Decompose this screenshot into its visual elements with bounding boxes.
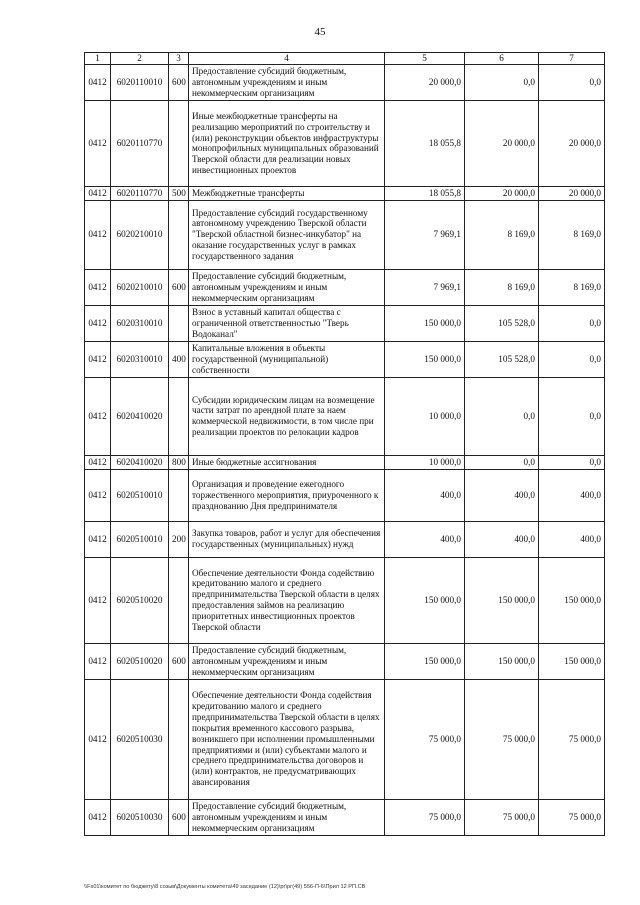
target-article-cell: 6020410020 [111, 377, 169, 455]
amount-col7-cell: 150 000,0 [539, 557, 605, 643]
description-cell: Обеспечение деятельности Фонда содействия кредитованию малого и среднего предпринимательства Тверской области в целях покрытия временного кассового разрыва, возникшего при исполнении промышленными предприятиями и (или) субъектами малого и среднего предпринимательства договоров и (или) контрактов, не предусматривающих авансирования [189, 679, 385, 799]
amount-col6-cell: 0,0 [465, 455, 539, 469]
description-cell: Иные межбюджетные трансферты на реализацию мероприятий по строительству и (или) реконструкции объектов инфраструктуры монопрофильных муниципальных образований Тверской области для реализации новых инвестиционных проектов [189, 100, 385, 186]
amount-col7-cell: 400,0 [539, 469, 605, 521]
amount-col5-cell: 150 000,0 [385, 341, 465, 377]
table-row [85, 643, 605, 679]
expense-type-cell: 400 [169, 341, 189, 377]
target-article-cell: 6020310010 [111, 341, 169, 377]
amount-col6-cell: 75 000,0 [465, 799, 539, 835]
section-code-cell: 0412 [85, 377, 111, 455]
expense-type-cell [169, 100, 189, 186]
target-article-cell: 6020110770 [111, 100, 169, 186]
expense-type-cell [169, 305, 189, 341]
amount-col6-cell: 0,0 [465, 64, 539, 100]
amount-col7-cell: 20 000,0 [539, 100, 605, 186]
amount-col7-cell: 0,0 [539, 455, 605, 469]
description-cell: Субсидии юридическим лицам на возмещение части затрат по арендной плате за наем коммерческой недвижимости, в том числе при реализации проектов по релокации кадров [189, 377, 385, 455]
description-cell: Предоставление субсидий бюджетным, автономным учреждениям и иным некоммерческим организациям [189, 269, 385, 305]
amount-col7-cell: 8 169,0 [539, 200, 605, 269]
amount-col5-cell: 75 000,0 [385, 799, 465, 835]
amount-col6-cell: 8 169,0 [465, 269, 539, 305]
description-cell: Взнос в уставный капитал общества с ограниченной ответственностью "Тверь Водоканал" [189, 305, 385, 341]
section-code-cell: 0412 [85, 643, 111, 679]
column-header: 7 [539, 53, 605, 65]
section-code-cell: 0412 [85, 269, 111, 305]
amount-col7-cell: 8 169,0 [539, 269, 605, 305]
table-row [85, 557, 605, 643]
table-row [85, 799, 605, 835]
expense-type-cell [169, 679, 189, 799]
amount-col6-cell: 150 000,0 [465, 643, 539, 679]
amount-col5-cell: 400,0 [385, 521, 465, 557]
amount-col5-cell: 150 000,0 [385, 643, 465, 679]
section-code-cell: 0412 [85, 799, 111, 835]
amount-col6-cell: 20 000,0 [465, 186, 539, 200]
expense-type-cell [169, 377, 189, 455]
amount-col6-cell: 8 169,0 [465, 200, 539, 269]
table-row [85, 269, 605, 305]
target-article-cell: 6020310010 [111, 305, 169, 341]
table-row [85, 64, 605, 100]
table-row [85, 305, 605, 341]
section-code-cell: 0412 [85, 341, 111, 377]
target-article-cell: 6020110770 [111, 186, 169, 200]
amount-col6-cell: 105 528,0 [465, 341, 539, 377]
budget-table [84, 52, 605, 836]
expense-type-cell: 600 [169, 64, 189, 100]
amount-col6-cell: 150 000,0 [465, 557, 539, 643]
description-cell: Предоставление субсидий государственному автономному учреждению Тверской области "Тверской областной бизнес-инкубатор" на оказание государственных услуг в рамках государственного задания [189, 200, 385, 269]
amount-col5-cell: 75 000,0 [385, 679, 465, 799]
section-code-cell: 0412 [85, 455, 111, 469]
table-row [85, 521, 605, 557]
section-code-cell: 0412 [85, 557, 111, 643]
target-article-cell: 6020510020 [111, 557, 169, 643]
amount-col6-cell: 105 528,0 [465, 305, 539, 341]
amount-col5-cell: 400,0 [385, 469, 465, 521]
amount-col5-cell: 20 000,0 [385, 64, 465, 100]
section-code-cell: 0412 [85, 64, 111, 100]
amount-col6-cell: 400,0 [465, 521, 539, 557]
amount-col7-cell: 0,0 [539, 64, 605, 100]
section-code-cell: 0412 [85, 679, 111, 799]
column-header: 1 [85, 53, 111, 65]
target-article-cell: 6020510010 [111, 469, 169, 521]
target-article-cell: 6020510030 [111, 679, 169, 799]
amount-col7-cell: 0,0 [539, 341, 605, 377]
description-cell: Предоставление субсидий бюджетным, автономным учреждениям и иным некоммерческим организациям [189, 64, 385, 100]
expense-type-cell [169, 200, 189, 269]
amount-col6-cell: 0,0 [465, 377, 539, 455]
column-header: 3 [169, 53, 189, 65]
file-path-footer: \\Fs01\комитет по бюджету\8 созыв\Документы комитета\49 заседание (12)\рг\рг(49) 556-П-6\Прил 12 РП.СВ [84, 884, 366, 890]
description-cell: Закупка товаров, работ и услуг для обеспечения государственных (муниципальных) нужд [189, 521, 385, 557]
expense-type-cell: 600 [169, 643, 189, 679]
amount-col5-cell: 10 000,0 [385, 455, 465, 469]
target-article-cell: 6020410020 [111, 455, 169, 469]
description-cell: Капитальные вложения в объекты государственной (муниципальной) собственности [189, 341, 385, 377]
target-article-cell: 6020510030 [111, 799, 169, 835]
amount-col7-cell: 75 000,0 [539, 679, 605, 799]
description-cell: Предоставление субсидий бюджетным, автономным учреждениям и иным некоммерческим организациям [189, 799, 385, 835]
description-cell: Межбюджетные трансферты [189, 186, 385, 200]
table-row [85, 186, 605, 200]
amount-col5-cell: 10 000,0 [385, 377, 465, 455]
expense-type-cell: 800 [169, 455, 189, 469]
section-code-cell: 0412 [85, 521, 111, 557]
amount-col5-cell: 7 969,1 [385, 269, 465, 305]
table-row [85, 100, 605, 186]
table-row [85, 377, 605, 455]
amount-col5-cell: 150 000,0 [385, 557, 465, 643]
section-code-cell: 0412 [85, 200, 111, 269]
amount-col7-cell: 400,0 [539, 521, 605, 557]
target-article-cell: 6020510010 [111, 521, 169, 557]
table-header-row [85, 53, 605, 65]
target-article-cell: 6020210010 [111, 269, 169, 305]
table-row [85, 200, 605, 269]
page-number: 45 [314, 26, 326, 38]
description-cell: Организация и проведение ежегодного торжественного мероприятия, приуроченного к празднованию Дня предпринимателя [189, 469, 385, 521]
table-row [85, 469, 605, 521]
expense-type-cell: 600 [169, 799, 189, 835]
section-code-cell: 0412 [85, 186, 111, 200]
amount-col5-cell: 18 055,8 [385, 100, 465, 186]
section-code-cell: 0412 [85, 305, 111, 341]
amount-col7-cell: 150 000,0 [539, 643, 605, 679]
target-article-cell: 6020210010 [111, 200, 169, 269]
column-header: 5 [385, 53, 465, 65]
expense-type-cell [169, 557, 189, 643]
amount-col7-cell: 75 000,0 [539, 799, 605, 835]
table-row [85, 341, 605, 377]
column-header: 6 [465, 53, 539, 65]
amount-col5-cell: 18 055,8 [385, 186, 465, 200]
section-code-cell: 0412 [85, 100, 111, 186]
description-cell: Предоставление субсидий бюджетным, автономным учреждениям и иным некоммерческим организациям [189, 643, 385, 679]
table-row [85, 679, 605, 799]
amount-col6-cell: 400,0 [465, 469, 539, 521]
expense-type-cell [169, 469, 189, 521]
amount-col6-cell: 20 000,0 [465, 100, 539, 186]
amount-col7-cell: 0,0 [539, 377, 605, 455]
amount-col7-cell: 20 000,0 [539, 186, 605, 200]
amount-col6-cell: 75 000,0 [465, 679, 539, 799]
amount-col5-cell: 7 969,1 [385, 200, 465, 269]
description-cell: Иные бюджетные ассигнования [189, 455, 385, 469]
expense-type-cell: 500 [169, 186, 189, 200]
target-article-cell: 6020110010 [111, 64, 169, 100]
column-header: 2 [111, 53, 169, 65]
target-article-cell: 6020510020 [111, 643, 169, 679]
amount-col7-cell: 0,0 [539, 305, 605, 341]
amount-col5-cell: 150 000,0 [385, 305, 465, 341]
expense-type-cell: 600 [169, 269, 189, 305]
table-row [85, 455, 605, 469]
description-cell: Обеспечение деятельности Фонда содействию кредитованию малого и среднего предпринимательства Тверской области в целях предоставления займов на реализацию приоритетных инвестиционных проектов Тверской области [189, 557, 385, 643]
expense-type-cell: 200 [169, 521, 189, 557]
column-header: 4 [189, 53, 385, 65]
section-code-cell: 0412 [85, 469, 111, 521]
